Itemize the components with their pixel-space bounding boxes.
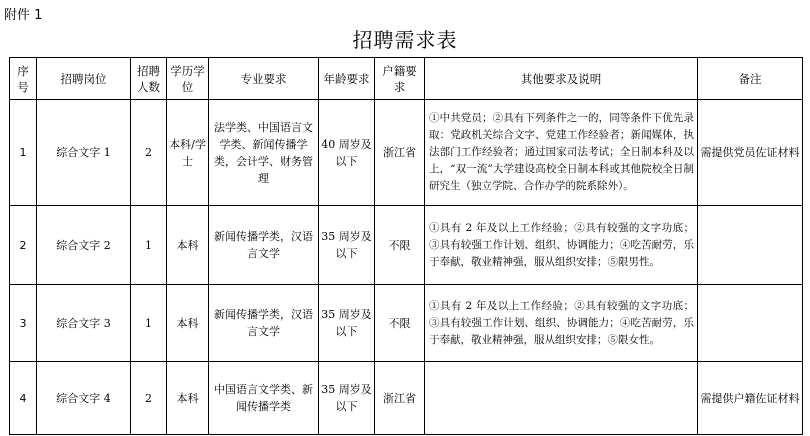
cell-seq: 2 bbox=[10, 206, 37, 285]
header-remarks: 备注 bbox=[698, 58, 803, 100]
cell-major: 中国语言文学类、新闻传播学类 bbox=[209, 362, 319, 435]
header-education: 学历学位 bbox=[167, 58, 209, 100]
cell-education: 本科 bbox=[167, 362, 209, 435]
cell-household: 浙江省 bbox=[375, 362, 425, 435]
page-title: 招聘需求表 bbox=[352, 28, 458, 52]
cell-education: 本科 bbox=[167, 285, 209, 362]
cell-other: ①具有 2 年及以上工作经验；②具有较强的文字功底；③具有较强工作计划、组织、协调能力；④吃苦耐劳，乐于奉献，敬业精神强，服从组织安排；⑤限女性。 bbox=[425, 285, 698, 362]
cell-major: 新闻传播学类，汉语言文学 bbox=[209, 206, 319, 285]
cell-household: 不限 bbox=[375, 285, 425, 362]
cell-seq: 1 bbox=[10, 100, 37, 206]
table-row bbox=[10, 285, 803, 362]
cell-age: 35 周岁及以下 bbox=[319, 285, 375, 362]
cell-age: 40 周岁及以下 bbox=[319, 100, 375, 206]
table-row bbox=[10, 362, 803, 435]
cell-major: 法学类、中国语言文学类、新闻传播学类，会计学、财务管理 bbox=[209, 100, 319, 206]
cell-count: 2 bbox=[131, 362, 167, 435]
header-row bbox=[10, 58, 803, 100]
header-age: 年龄要求 bbox=[319, 58, 375, 100]
cell-position: 综合文字 2 bbox=[37, 206, 131, 285]
cell-position: 综合文字 1 bbox=[37, 100, 131, 206]
cell-major: 新闻传播学类，汉语言文学 bbox=[209, 285, 319, 362]
cell-count: 2 bbox=[131, 100, 167, 206]
cell-other: ①具有 2 年及以上工作经验；②具有较强的文字功底；③具有较强工作计划、组织、协调能力；④吃苦耐劳，乐于奉献，敬业精神强，服从组织安排；⑤限男性。 bbox=[425, 206, 698, 285]
cell-other: ①中共党员；②具有下列条件之一的，同等条件下优先录取：党政机关综合文字、党建工作经验者；新闻媒体，执法部门工作经验者；通过国家司法考试；全日制本科及以上，“双一流”大学建设高校全日制本科或其他院校全日制研究生（独立学院、合作办学的院系除外）。 bbox=[425, 100, 698, 206]
cell-seq: 3 bbox=[10, 285, 37, 362]
cell-household: 不限 bbox=[375, 206, 425, 285]
cell-count: 1 bbox=[131, 206, 167, 285]
cell-household: 浙江省 bbox=[375, 100, 425, 206]
cell-education: 本科 bbox=[167, 206, 209, 285]
cell-education: 本科/学士 bbox=[167, 100, 209, 206]
header-count: 招聘人数 bbox=[131, 58, 167, 100]
recruitment-table bbox=[9, 57, 803, 435]
header-major: 专业要求 bbox=[209, 58, 319, 100]
cell-age: 35 周岁及以下 bbox=[319, 362, 375, 435]
header-other: 其他要求及说明 bbox=[425, 58, 698, 100]
table-row bbox=[10, 206, 803, 285]
header-household: 户籍要求 bbox=[375, 58, 425, 100]
cell-count: 1 bbox=[131, 285, 167, 362]
header-seq: 序号 bbox=[10, 58, 37, 100]
cell-remarks bbox=[698, 206, 803, 285]
cell-seq: 4 bbox=[10, 362, 37, 435]
header-position: 招聘岗位 bbox=[37, 58, 131, 100]
cell-remarks bbox=[698, 285, 803, 362]
attachment-label: 附件 1 bbox=[4, 8, 43, 23]
cell-position: 综合文字 3 bbox=[37, 285, 131, 362]
cell-position: 综合文字 4 bbox=[37, 362, 131, 435]
table-row bbox=[10, 100, 803, 206]
cell-age: 35 周岁及以下 bbox=[319, 206, 375, 285]
cell-remarks: 需提供党员佐证材料 bbox=[698, 100, 803, 206]
cell-other bbox=[425, 362, 698, 435]
cell-remarks: 需提供户籍佐证材料 bbox=[698, 362, 803, 435]
